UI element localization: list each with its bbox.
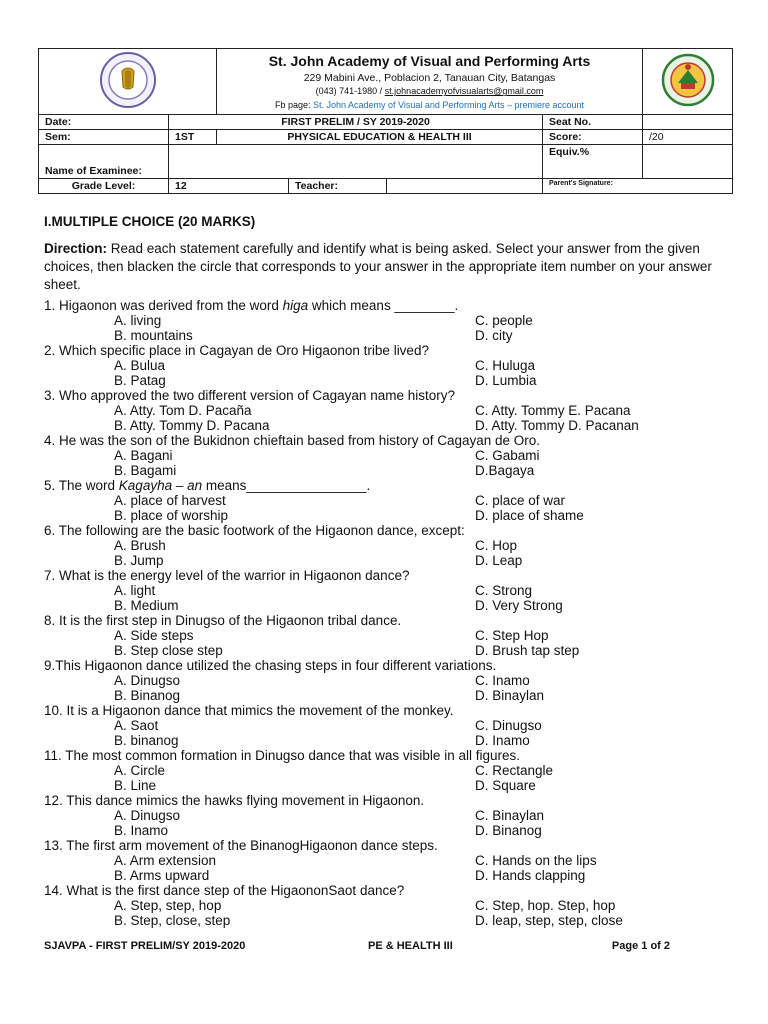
- option-c: C. Huluga: [475, 358, 536, 373]
- option-a: A. place of harvest: [114, 493, 226, 508]
- option-c: C. Step Hop: [475, 628, 549, 643]
- option-a: A. Step, step, hop: [114, 898, 222, 913]
- parent-signature-label: Parent's Signature:: [543, 179, 733, 194]
- school-logo-cell: [39, 49, 217, 115]
- date-label: Date:: [39, 115, 169, 130]
- question-item: [44, 883, 734, 928]
- question-stem-text: 13. The first arm movement of the BinanogHigaonon dance steps.: [44, 838, 438, 853]
- option-row: [44, 823, 734, 838]
- option-row: [44, 373, 734, 388]
- subject-title: PHYSICAL EDUCATION & HEALTH III: [217, 130, 543, 145]
- option-d: D. leap, step, step, close: [475, 913, 623, 928]
- fb-page-link[interactable]: St. John Academy of Visual and Performing Arts – premiere account: [313, 99, 584, 110]
- option-row: [44, 778, 734, 793]
- option-a: A. living: [114, 313, 162, 328]
- option-c: C. place of war: [475, 493, 566, 508]
- option-row: [44, 598, 734, 613]
- option-row: [44, 913, 734, 928]
- option-b: B. Atty. Tommy D. Pacana: [114, 418, 270, 433]
- footer-page-number: Page 1 of 2: [611, 940, 670, 952]
- seat-no-label: Seat No.: [543, 115, 643, 130]
- question-stem-end: means________________.: [202, 478, 371, 493]
- option-row: [44, 328, 734, 343]
- seat-no-field[interactable]: [643, 115, 733, 130]
- question-stem: [44, 388, 734, 403]
- option-b: B. mountains: [114, 328, 193, 343]
- question-stem-text: 4. He was the son of the Bukidnon chieftain based from history of Cagayan de Oro.: [44, 433, 541, 448]
- option-b: B. Inamo: [114, 823, 169, 838]
- footer-subject: PE & HEALTH III: [368, 940, 453, 952]
- question-stem: [44, 838, 734, 853]
- question-item: [44, 748, 734, 793]
- second-logo-cell: [643, 49, 733, 115]
- direction-label: Direction:: [44, 241, 108, 256]
- question-item: [44, 838, 734, 883]
- option-c: C. Step, hop. Step, hop: [475, 898, 616, 913]
- grade-level-label: Grade Level:: [39, 179, 169, 194]
- equiv-field[interactable]: [643, 145, 733, 179]
- question-stem-text: 14. What is the first dance step of the HigaononSaot dance?: [44, 883, 405, 898]
- exam-title: FIRST PRELIM / SY 2019-2020: [169, 115, 543, 130]
- question-item: [44, 478, 734, 523]
- question-stem-text: 8. It is the first step in Dinugso of the Higaonon tribal dance.: [44, 613, 402, 628]
- question-stem-text: 10. It is a Higaonon dance that mimics the movement of the monkey.: [44, 703, 454, 718]
- option-c: C. Binaylan: [475, 808, 545, 823]
- score-label: Score:: [543, 130, 643, 145]
- option-a: A. Circle: [114, 763, 166, 778]
- question-stem: [44, 793, 734, 808]
- option-b: B. Medium: [114, 598, 179, 613]
- option-b: B. Jump: [114, 553, 164, 568]
- option-d: D. Atty. Tommy D. Pacanan: [475, 418, 639, 433]
- option-d: D. Binanog: [475, 823, 542, 838]
- option-b: B. binanog: [114, 733, 179, 748]
- option-d: D. place of shame: [475, 508, 584, 523]
- question-stem: [44, 658, 734, 673]
- option-c: C. Atty. Tommy E. Pacana: [475, 403, 631, 418]
- option-c: C. Gabami: [475, 448, 540, 463]
- question-stem-emphasis: higa: [282, 298, 309, 313]
- option-a: A. light: [114, 583, 156, 598]
- school-address: 229 Mabini Ave., Poblacion 2, Tanauan City, Batangas: [303, 72, 556, 85]
- option-a: A. Arm extension: [114, 853, 217, 868]
- question-item: [44, 793, 734, 838]
- option-row: [44, 673, 734, 688]
- option-row: [44, 853, 734, 868]
- option-row: [44, 643, 734, 658]
- option-d: D. city: [475, 328, 513, 343]
- question-item: [44, 388, 734, 433]
- option-d: D. Hands clapping: [475, 868, 586, 883]
- option-c: C. Rectangle: [475, 763, 554, 778]
- option-row: [44, 628, 734, 643]
- option-row: [44, 493, 734, 508]
- option-c: C. Hands on the lips: [475, 853, 597, 868]
- question-stem-emphasis: Kagayha – an: [118, 478, 203, 493]
- option-c: C. Dinugso: [475, 718, 542, 733]
- sem-label: Sem:: [39, 130, 169, 145]
- question-item: [44, 658, 734, 703]
- examinee-field[interactable]: [169, 145, 543, 179]
- equiv-label: Equiv.%: [543, 145, 643, 179]
- option-row: [44, 358, 734, 373]
- government-seal-logo: [655, 50, 721, 110]
- examinee-label: Name of Examinee:: [39, 145, 169, 179]
- question-item: [44, 433, 734, 478]
- question-stem-text: 3. Who approved the two different version of Cagayan name history?: [44, 388, 455, 403]
- question-item: [44, 613, 734, 658]
- option-a: A. Brush: [114, 538, 166, 553]
- question-stem: [44, 433, 734, 448]
- score-value: /20: [643, 130, 733, 145]
- question-stem-end: which means ________.: [308, 298, 459, 313]
- option-a: A. Bagani: [114, 448, 173, 463]
- question-list: [44, 298, 734, 928]
- footer-exam-label: SJAVPA - FIRST PRELIM/SY 2019-2020: [44, 940, 246, 952]
- school-contact: [221, 86, 638, 96]
- option-a: A. Side steps: [114, 628, 194, 643]
- school-name: St. John Academy of Visual and Performing Arts: [268, 53, 591, 70]
- exam-header-table: [38, 48, 733, 194]
- school-info: [217, 49, 643, 115]
- question-item: [44, 523, 734, 568]
- option-b: B. Line: [114, 778, 157, 793]
- option-b: B. place of worship: [114, 508, 229, 523]
- question-stem: [44, 298, 734, 313]
- option-row: [44, 583, 734, 598]
- question-stem-text: 1. Higaonon was derived from the word: [44, 298, 283, 313]
- option-b: B. Step close step: [114, 643, 223, 658]
- question-item: [44, 343, 734, 388]
- question-stem-text: 5. The word: [44, 478, 119, 493]
- option-c: C. Strong: [475, 583, 533, 598]
- option-row: [44, 313, 734, 328]
- question-stem: [44, 568, 734, 583]
- option-row: [44, 688, 734, 703]
- teacher-field[interactable]: [387, 179, 543, 194]
- option-row: [44, 763, 734, 778]
- option-row: [44, 553, 734, 568]
- question-stem: [44, 883, 734, 898]
- option-b: B. Arms upward: [114, 868, 210, 883]
- option-b: B. Patag: [114, 373, 166, 388]
- question-stem: [44, 478, 734, 493]
- question-stem: [44, 703, 734, 718]
- question-item: [44, 568, 734, 613]
- school-phone: (043) 741-1980 /: [315, 86, 385, 97]
- option-a: A. Dinugso: [114, 808, 181, 823]
- school-email-link[interactable]: st.johnacademyofvisualarts@gmail.com: [384, 86, 544, 97]
- direction-text: Read each statement carefully and identify what is being asked. Select your answer from the given choices, then blacken the circle that corresponds to your answer in the appropriate item number on your answer sheet.: [44, 241, 712, 292]
- option-d: D. Leap: [475, 553, 523, 568]
- option-a: A. Atty. Tom D. Pacaña: [114, 403, 252, 418]
- option-b: B. Step, close, step: [114, 913, 231, 928]
- school-fb: [221, 100, 638, 110]
- option-d: D. Inamo: [475, 733, 530, 748]
- question-stem: [44, 613, 734, 628]
- option-row: [44, 463, 734, 478]
- question-stem-text: 6. The following are the basic footwork of the Higaonon dance, except:: [44, 523, 465, 538]
- option-a: A. Saot: [114, 718, 159, 733]
- question-stem-text: 2. Which specific place in Cagayan de Oro Higaonon tribe lived?: [44, 343, 429, 358]
- question-stem-text: 7. What is the energy level of the warrior in Higaonon dance?: [44, 568, 410, 583]
- option-a: A. Dinugso: [114, 673, 181, 688]
- option-b: B. Binanog: [114, 688, 181, 703]
- question-stem: [44, 748, 734, 763]
- option-row: [44, 418, 734, 433]
- option-row: [44, 868, 734, 883]
- option-c: C. Hop: [475, 538, 518, 553]
- option-row: [44, 733, 734, 748]
- option-d: D. Lumbia: [475, 373, 537, 388]
- option-row: [44, 898, 734, 913]
- option-d: D. Very Strong: [475, 598, 563, 613]
- option-row: [44, 718, 734, 733]
- question-item: [44, 298, 734, 343]
- option-row: [44, 538, 734, 553]
- option-row: [44, 808, 734, 823]
- direction-paragraph: [44, 240, 734, 294]
- question-stem-text: 12. This dance mimics the hawks flying movement in Higaonon.: [44, 793, 425, 808]
- option-d: D.Bagaya: [475, 463, 535, 478]
- fb-label: Fb page:: [274, 99, 314, 110]
- option-c: C. Inamo: [475, 673, 530, 688]
- option-a: A. Bulua: [114, 358, 166, 373]
- question-stem-text: 9.This Higaonon dance utilized the chasing steps in four different variations.: [44, 658, 497, 673]
- option-row: [44, 403, 734, 418]
- option-d: D. Brush tap step: [475, 643, 580, 658]
- option-d: D. Binaylan: [475, 688, 545, 703]
- option-row: [44, 448, 734, 463]
- question-item: [44, 703, 734, 748]
- option-b: B. Bagami: [114, 463, 177, 478]
- sem-value: 1ST: [169, 130, 217, 145]
- section-title: I.MULTIPLE CHOICE (20 MARKS): [44, 214, 256, 229]
- question-stem: [44, 523, 734, 538]
- school-seal-logo: [86, 49, 170, 111]
- grade-level-value: 12: [169, 179, 289, 194]
- option-c: C. people: [475, 313, 533, 328]
- question-stem-text: 11. The most common formation in Dinugso dance that was visible in all figures.: [44, 748, 520, 763]
- option-d: D. Square: [475, 778, 536, 793]
- question-stem: [44, 343, 734, 358]
- teacher-label: Teacher:: [289, 179, 387, 194]
- option-row: [44, 508, 734, 523]
